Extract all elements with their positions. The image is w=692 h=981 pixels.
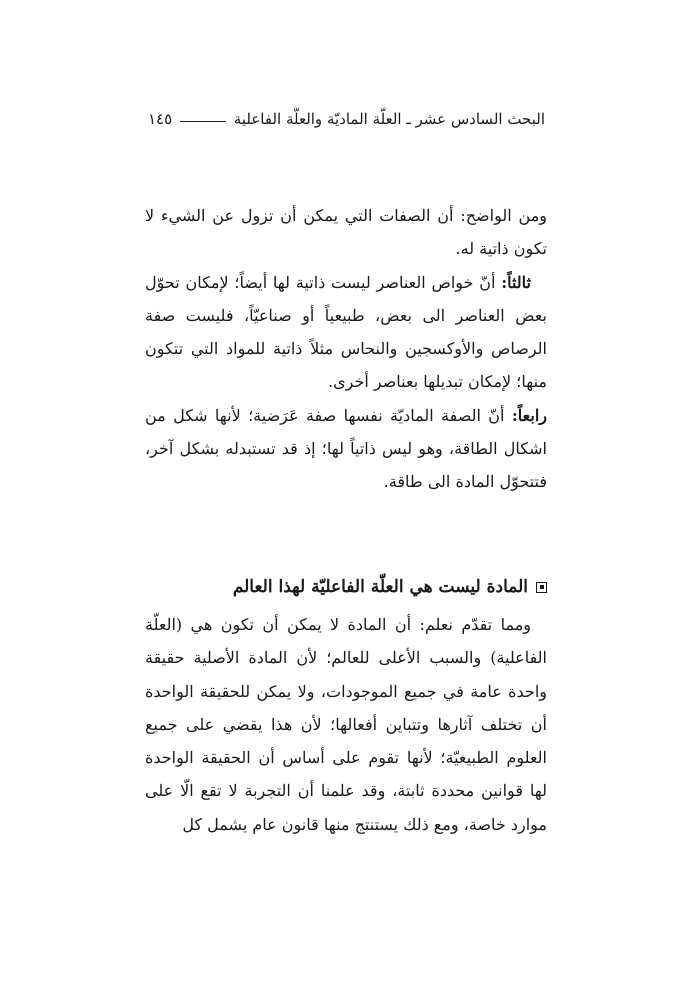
paragraph-text: ومن الواضح: أن الصفات التي يمكن أن تزول عن الشيء لا تكون ذاتية له. [145,206,547,259]
page-number: ١٤٥ [148,110,173,128]
paragraph [145,199,547,266]
paragraph-label: ثالثاً: [501,272,531,292]
paragraph-label: رابعاً: [511,405,547,425]
paragraph-text: ومما تقدّم نعلم: أن المادة لا يمكن أن تكون هي (العلّة الفاعلية) والسبب الأعلى للعالم؛ لأن المادة الأصلية حقيقة واحدة عامة في جميع الموجودات، ولا يمكن للحقيقة الواحدة أن تختلف آثارها وتتباين أفعالها؛ لأن هذا يقضي على جميع العلوم الطبيعيّة؛ لأنها تقوم على أساس أن الحقيقة الواحدة لها قوانين محددة ثابتة، وقد علمنا أن التجربة لا تقع الّا على موارد خاصة، ومع ذلك يستنتج منها قانون عام يشمل كل [145,615,547,834]
header-rule [180,121,226,122]
running-header [148,106,545,132]
body-text-block-2 [145,608,547,841]
section-heading [145,572,547,602]
paragraph-text: أنّ خواص العناصر ليست ذاتية لها أيضاً؛ لإمكان تحوّل بعض العناصر الى بعض، طبيعياً أو صناعيّاً، فليست صفة الرصاص والأوكسجين والنحاس مثلاً ذاتية للمواد التي تتكون منها؛ لإمكان تبديلها بعناصر أخرى. [145,272,547,392]
section-title: المادة ليست هي العلّة الفاعليّة لهذا العالم [232,577,528,597]
body-text-block [145,199,547,499]
paragraph-text: أنّ الصفة الماديّة نفسها صفة عَرَضية؛ لأنها شكل من اشكال الطاقة، وهو ليس ذاتياً لها؛ إذ قد تستبدله بشكل آخر، فتتحوّل المادة الى طاقة. [145,405,547,492]
paragraph [145,608,547,841]
paragraph [145,399,547,499]
square-bullet-icon [536,582,547,593]
paragraph [145,266,547,399]
header-title: البحث السادس عشر ـ العلّة الماديّة والعلّة الفاعلية [233,110,545,128]
